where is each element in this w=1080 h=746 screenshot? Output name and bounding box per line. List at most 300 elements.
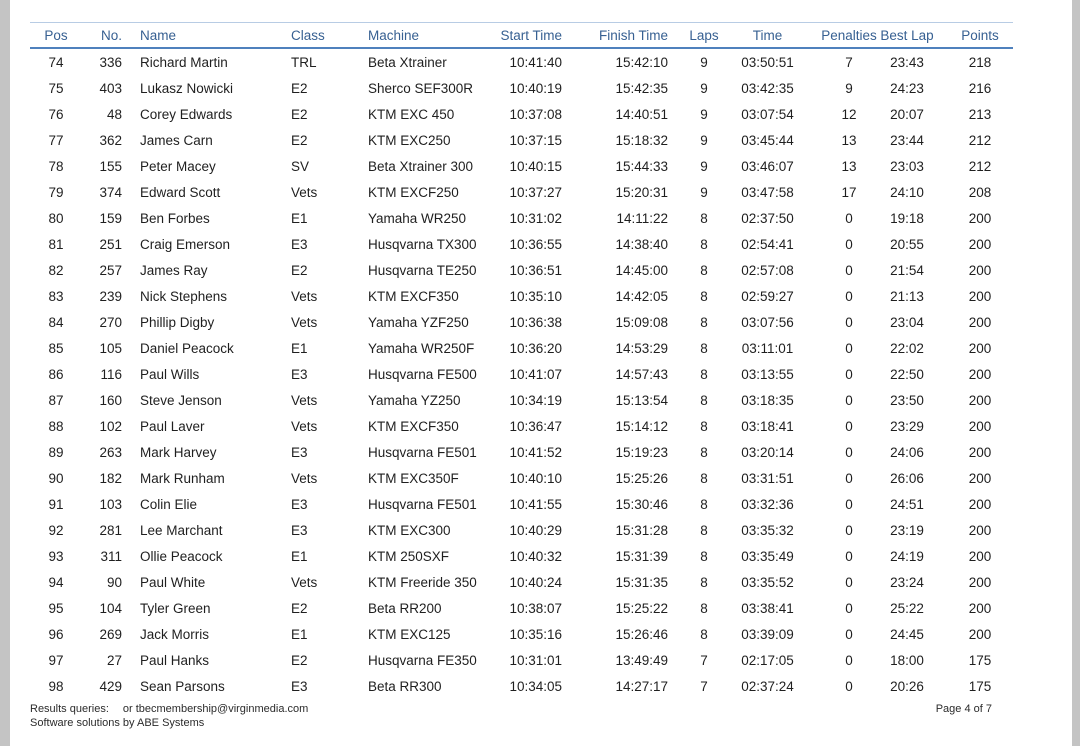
cell-start_time: 10:34:05 (509, 678, 562, 694)
cell-class: E1 (291, 626, 308, 642)
cell-finish_time: 15:13:54 (615, 392, 668, 408)
cell-machine: KTM EXC350F (368, 470, 459, 486)
cell-finish_time: 15:25:22 (615, 600, 668, 616)
cell-name: Jack Morris (140, 626, 210, 642)
cell-start_time: 10:41:07 (509, 366, 562, 382)
cell-laps: 8 (700, 418, 708, 434)
cell-best_lap: 22:50 (890, 366, 924, 382)
cell-penalties: 0 (845, 548, 853, 564)
cell-machine: KTM 250SXF (368, 548, 450, 564)
cell-no: 270 (99, 314, 122, 330)
cell-best_lap: 18:00 (890, 652, 924, 668)
table-row (30, 335, 1013, 361)
cell-no: 374 (99, 184, 122, 200)
cell-pos: 77 (48, 132, 64, 148)
cell-laps: 9 (700, 158, 708, 174)
cell-class: Vets (291, 418, 318, 434)
cell-penalties: 0 (845, 626, 853, 642)
cell-time: 02:59:27 (741, 288, 794, 304)
cell-laps: 8 (700, 340, 708, 356)
cell-class: TRL (291, 54, 317, 70)
table-row (30, 205, 1013, 231)
cell-name: Lee Marchant (140, 522, 223, 538)
cell-name: Craig Emerson (140, 236, 231, 252)
cell-class: Vets (291, 470, 318, 486)
cell-machine: Husqvarna FE350 (368, 652, 477, 668)
cell-class: E3 (291, 496, 308, 512)
cell-no: 269 (99, 626, 122, 642)
cell-finish_time: 14:42:05 (615, 288, 668, 304)
cell-no: 159 (99, 210, 122, 226)
software-credit: Software solutions by ABE Systems (30, 717, 205, 729)
cell-class: E1 (291, 548, 308, 564)
table-row (30, 413, 1013, 439)
cell-name: Nick Stephens (140, 288, 228, 304)
cell-laps: 7 (700, 652, 708, 668)
cell-machine: KTM EXC250 (368, 132, 451, 148)
cell-machine: Beta Xtrainer (368, 54, 447, 70)
cell-no: 263 (99, 444, 122, 460)
table-row (30, 231, 1013, 257)
cell-pos: 97 (48, 652, 64, 668)
cell-machine: Husqvarna FE501 (368, 496, 477, 512)
cell-no: 251 (99, 236, 122, 252)
cell-pos: 94 (48, 574, 64, 590)
cell-machine: Yamaha YZF250 (368, 314, 469, 330)
cell-time: 02:17:05 (741, 652, 794, 668)
cell-name: James Carn (140, 132, 213, 148)
cell-name: Ben Forbes (140, 210, 210, 226)
cell-pos: 85 (48, 340, 64, 356)
cell-points: 200 (968, 236, 992, 252)
cell-class: Vets (291, 574, 318, 590)
cell-finish_time: 15:42:10 (615, 54, 668, 70)
cell-best_lap: 21:54 (890, 262, 924, 278)
cell-finish_time: 14:45:00 (615, 262, 668, 278)
cell-start_time: 10:41:55 (509, 496, 562, 512)
cell-time: 03:18:41 (741, 418, 794, 434)
right-edge-strip (1072, 0, 1080, 746)
cell-best_lap: 20:55 (890, 236, 924, 252)
cell-time: 03:45:44 (741, 132, 794, 148)
cell-machine: Husqvarna FE501 (368, 444, 477, 460)
cell-points: 200 (968, 418, 992, 434)
cell-start_time: 10:40:29 (509, 522, 562, 538)
column-header-laps: Laps (689, 27, 719, 43)
table-row (30, 439, 1013, 465)
cell-points: 200 (968, 340, 992, 356)
cell-points: 200 (968, 444, 992, 460)
cell-finish_time: 15:18:32 (615, 132, 668, 148)
cell-penalties: 7 (845, 54, 853, 70)
cell-no: 27 (106, 652, 122, 668)
cell-name: Tyler Green (140, 600, 211, 616)
cell-class: E3 (291, 444, 308, 460)
cell-machine: Husqvarna TX300 (368, 236, 477, 252)
cell-machine: Beta RR300 (368, 678, 442, 694)
cell-points: 200 (968, 470, 992, 486)
cell-time: 03:35:49 (741, 548, 794, 564)
column-header-best_lap: Best Lap (880, 27, 934, 43)
cell-class: E2 (291, 80, 308, 96)
cell-points: 200 (968, 626, 992, 642)
cell-start_time: 10:38:07 (509, 600, 562, 616)
cell-pos: 76 (48, 106, 64, 122)
cell-machine: KTM EXC300 (368, 522, 451, 538)
table-row (30, 491, 1013, 517)
cell-finish_time: 15:31:35 (615, 574, 668, 590)
cell-time: 02:57:08 (741, 262, 794, 278)
cell-points: 200 (968, 522, 992, 538)
table-row (30, 153, 1013, 179)
cell-pos: 92 (48, 522, 64, 538)
results-queries-contact: or tbecmembership@virginmedia.com (122, 703, 309, 715)
cell-start_time: 10:40:32 (509, 548, 562, 564)
cell-time: 02:54:41 (741, 236, 794, 252)
cell-points: 200 (968, 366, 992, 382)
cell-start_time: 10:35:16 (509, 626, 562, 642)
cell-class: E1 (291, 340, 308, 356)
cell-machine: KTM EXC 450 (368, 106, 455, 122)
cell-time: 03:42:35 (741, 80, 794, 96)
cell-finish_time: 15:19:23 (615, 444, 668, 460)
cell-points: 200 (968, 548, 992, 564)
cell-name: Phillip Digby (140, 314, 215, 330)
column-header-start_time: Start Time (500, 27, 562, 43)
cell-time: 03:50:51 (741, 54, 794, 70)
cell-pos: 74 (48, 54, 64, 70)
cell-name: Steve Jenson (140, 392, 222, 408)
cell-penalties: 13 (841, 158, 857, 174)
cell-laps: 8 (700, 522, 708, 538)
cell-points: 200 (968, 288, 992, 304)
cell-laps: 8 (700, 366, 708, 382)
cell-class: SV (291, 158, 310, 174)
cell-machine: KTM EXC125 (368, 626, 451, 642)
cell-best_lap: 23:19 (890, 522, 924, 538)
cell-name: Colin Elie (140, 496, 198, 512)
cell-best_lap: 19:18 (890, 210, 924, 226)
cell-best_lap: 20:07 (890, 106, 924, 122)
cell-class: E1 (291, 210, 308, 226)
cell-penalties: 9 (845, 80, 853, 96)
cell-laps: 9 (700, 106, 708, 122)
cell-points: 218 (968, 54, 992, 70)
cell-finish_time: 15:31:28 (615, 522, 668, 538)
cell-pos: 79 (48, 184, 64, 200)
cell-name: Edward Scott (140, 184, 221, 200)
table-row (30, 309, 1013, 335)
cell-laps: 8 (700, 626, 708, 642)
cell-name: Ollie Peacock (140, 548, 223, 564)
cell-laps: 8 (700, 496, 708, 512)
cell-machine: Beta RR200 (368, 600, 442, 616)
cell-class: E2 (291, 600, 308, 616)
cell-finish_time: 14:27:17 (615, 678, 668, 694)
cell-machine: KTM EXCF250 (368, 184, 459, 200)
cell-no: 160 (99, 392, 122, 408)
cell-time: 03:07:56 (741, 314, 794, 330)
cell-pos: 98 (48, 678, 64, 694)
cell-best_lap: 24:19 (890, 548, 924, 564)
cell-time: 03:13:55 (741, 366, 794, 382)
cell-penalties: 0 (845, 522, 853, 538)
cell-laps: 8 (700, 600, 708, 616)
cell-penalties: 0 (845, 496, 853, 512)
page-indicator: Page 4 of 7 (935, 703, 992, 715)
cell-pos: 88 (48, 418, 64, 434)
cell-class: E3 (291, 678, 308, 694)
table-row (30, 257, 1013, 283)
cell-time: 03:46:07 (741, 158, 794, 174)
cell-name: Daniel Peacock (140, 340, 234, 356)
cell-no: 311 (100, 548, 122, 564)
table-row (30, 101, 1013, 127)
table-row (30, 673, 1013, 699)
cell-class: E2 (291, 106, 308, 122)
table-row (30, 569, 1013, 595)
table-row (30, 283, 1013, 309)
cell-class: E2 (291, 652, 308, 668)
cell-laps: 8 (700, 574, 708, 590)
cell-penalties: 13 (841, 132, 857, 148)
cell-time: 03:38:41 (741, 600, 794, 616)
cell-pos: 95 (48, 600, 64, 616)
cell-start_time: 10:37:15 (509, 132, 562, 148)
cell-finish_time: 15:30:46 (615, 496, 668, 512)
cell-time: 03:35:52 (741, 574, 794, 590)
cell-no: 90 (106, 574, 122, 590)
cell-points: 200 (968, 600, 992, 616)
cell-best_lap: 24:10 (890, 184, 924, 200)
cell-name: Sean Parsons (140, 678, 225, 694)
cell-time: 03:20:14 (741, 444, 794, 460)
cell-laps: 8 (700, 470, 708, 486)
cell-no: 403 (99, 80, 122, 96)
cell-start_time: 10:40:15 (509, 158, 562, 174)
cell-no: 155 (99, 158, 122, 174)
cell-name: Lukasz Nowicki (140, 80, 234, 96)
cell-penalties: 12 (841, 106, 857, 122)
cell-no: 182 (99, 470, 122, 486)
cell-finish_time: 15:14:12 (615, 418, 668, 434)
cell-time: 02:37:50 (741, 210, 794, 226)
cell-points: 200 (968, 262, 992, 278)
cell-time: 03:35:32 (741, 522, 794, 538)
cell-pos: 89 (48, 444, 64, 460)
cell-points: 213 (968, 106, 992, 122)
cell-machine: Yamaha YZ250 (368, 392, 461, 408)
cell-finish_time: 15:20:31 (615, 184, 668, 200)
cell-best_lap: 23:24 (890, 574, 924, 590)
cell-laps: 9 (700, 132, 708, 148)
cell-machine: KTM EXCF350 (368, 418, 459, 434)
cell-name: Paul White (140, 574, 206, 590)
cell-penalties: 0 (845, 652, 853, 668)
table-row (30, 49, 1013, 75)
cell-points: 208 (968, 184, 992, 200)
table-row (30, 621, 1013, 647)
cell-laps: 9 (700, 80, 708, 96)
cell-points: 216 (968, 80, 992, 96)
column-header-time: Time (752, 27, 783, 43)
cell-finish_time: 14:53:29 (615, 340, 668, 356)
page-footer (30, 702, 1013, 730)
cell-best_lap: 25:22 (890, 600, 924, 616)
cell-laps: 8 (700, 392, 708, 408)
cell-class: Vets (291, 288, 318, 304)
cell-finish_time: 15:42:35 (615, 80, 668, 96)
cell-finish_time: 14:11:22 (616, 210, 668, 226)
cell-finish_time: 15:26:46 (615, 626, 668, 642)
cell-laps: 8 (700, 236, 708, 252)
cell-time: 03:32:36 (741, 496, 794, 512)
cell-start_time: 10:31:02 (509, 210, 562, 226)
cell-machine: KTM EXCF350 (368, 288, 459, 304)
cell-start_time: 10:40:10 (509, 470, 562, 486)
cell-finish_time: 14:38:40 (615, 236, 668, 252)
cell-best_lap: 23:50 (890, 392, 924, 408)
cell-start_time: 10:37:08 (509, 106, 562, 122)
cell-finish_time: 14:40:51 (615, 106, 668, 122)
cell-name: Mark Harvey (140, 444, 217, 460)
cell-no: 429 (99, 678, 122, 694)
cell-start_time: 10:36:47 (509, 418, 562, 434)
cell-start_time: 10:36:51 (509, 262, 562, 278)
cell-start_time: 10:40:24 (509, 574, 562, 590)
cell-pos: 78 (48, 158, 64, 174)
cell-laps: 8 (700, 210, 708, 226)
cell-class: E2 (291, 262, 308, 278)
cell-start_time: 10:37:27 (509, 184, 562, 200)
cell-time: 03:31:51 (741, 470, 794, 486)
cell-best_lap: 24:06 (890, 444, 924, 460)
cell-points: 212 (968, 132, 992, 148)
cell-best_lap: 24:51 (890, 496, 924, 512)
cell-points: 200 (968, 314, 992, 330)
cell-pos: 83 (48, 288, 64, 304)
cell-pos: 75 (48, 80, 64, 96)
cell-name: Corey Edwards (140, 106, 233, 122)
cell-no: 281 (99, 522, 122, 538)
column-header-pos: Pos (44, 27, 68, 43)
cell-best_lap: 21:13 (890, 288, 924, 304)
cell-start_time: 10:31:01 (509, 652, 562, 668)
cell-penalties: 17 (841, 184, 857, 200)
cell-machine: Yamaha WR250 (368, 210, 467, 226)
column-header-machine: Machine (368, 27, 420, 43)
left-edge-strip (0, 0, 10, 746)
cell-machine: KTM Freeride 350 (368, 574, 477, 590)
cell-best_lap: 22:02 (890, 340, 924, 356)
cell-best_lap: 26:06 (890, 470, 924, 486)
cell-finish_time: 15:31:39 (615, 548, 668, 564)
column-header-points: Points (961, 27, 999, 43)
table-row (30, 75, 1013, 101)
cell-penalties: 0 (845, 574, 853, 590)
cell-points: 212 (968, 158, 992, 174)
cell-points: 175 (968, 652, 992, 668)
cell-points: 200 (968, 574, 992, 590)
table-row (30, 361, 1013, 387)
cell-pos: 82 (48, 262, 64, 278)
cell-points: 200 (968, 496, 992, 512)
cell-machine: Sherco SEF300R (368, 80, 474, 96)
cell-name: Richard Martin (140, 54, 228, 70)
cell-pos: 86 (48, 366, 64, 382)
cell-no: 105 (99, 340, 122, 356)
cell-penalties: 0 (845, 470, 853, 486)
cell-name: Peter Macey (140, 158, 216, 174)
cell-no: 103 (99, 496, 122, 512)
cell-time: 03:07:54 (741, 106, 794, 122)
cell-time: 02:37:24 (741, 678, 794, 694)
cell-best_lap: 23:43 (890, 54, 924, 70)
table-header-row (30, 22, 1013, 49)
column-header-no: No. (100, 27, 122, 43)
cell-penalties: 0 (845, 444, 853, 460)
cell-points: 200 (968, 210, 992, 226)
table-row (30, 387, 1013, 413)
cell-name: James Ray (140, 262, 208, 278)
cell-time: 03:18:35 (741, 392, 794, 408)
cell-no: 102 (99, 418, 122, 434)
cell-best_lap: 23:44 (890, 132, 924, 148)
table-row (30, 543, 1013, 569)
cell-no: 362 (99, 132, 122, 148)
cell-name: Paul Hanks (140, 652, 210, 668)
table-row (30, 647, 1013, 673)
table-body (30, 49, 1013, 699)
cell-pos: 91 (48, 496, 64, 512)
cell-name: Mark Runham (140, 470, 225, 486)
cell-name: Paul Laver (140, 418, 205, 434)
column-header-class: Class (291, 27, 325, 43)
cell-start_time: 10:36:55 (509, 236, 562, 252)
cell-penalties: 0 (845, 600, 853, 616)
column-header-name: Name (140, 27, 177, 43)
cell-penalties: 0 (845, 236, 853, 252)
cell-class: E3 (291, 366, 308, 382)
table-row (30, 179, 1013, 205)
cell-class: Vets (291, 314, 318, 330)
cell-finish_time: 15:09:08 (615, 314, 668, 330)
cell-finish_time: 15:44:33 (615, 158, 668, 174)
cell-best_lap: 23:29 (890, 418, 924, 434)
cell-laps: 8 (700, 262, 708, 278)
cell-penalties: 0 (845, 366, 853, 382)
cell-penalties: 0 (845, 314, 853, 330)
cell-class: E3 (291, 236, 308, 252)
cell-machine: Husqvarna TE250 (368, 262, 477, 278)
cell-pos: 84 (48, 314, 64, 330)
cell-pos: 80 (48, 210, 64, 226)
cell-finish_time: 14:57:43 (615, 366, 668, 382)
cell-pos: 90 (48, 470, 64, 486)
results-table (30, 22, 1013, 699)
cell-class: E2 (291, 132, 308, 148)
cell-no: 336 (99, 54, 122, 70)
cell-laps: 8 (700, 314, 708, 330)
cell-pos: 96 (48, 626, 64, 642)
cell-points: 175 (968, 678, 992, 694)
cell-start_time: 10:41:52 (509, 444, 562, 460)
cell-start_time: 10:40:19 (509, 80, 562, 96)
cell-best_lap: 23:03 (890, 158, 924, 174)
cell-machine: Yamaha WR250F (368, 340, 475, 356)
cell-points: 200 (968, 392, 992, 408)
cell-laps: 9 (700, 184, 708, 200)
